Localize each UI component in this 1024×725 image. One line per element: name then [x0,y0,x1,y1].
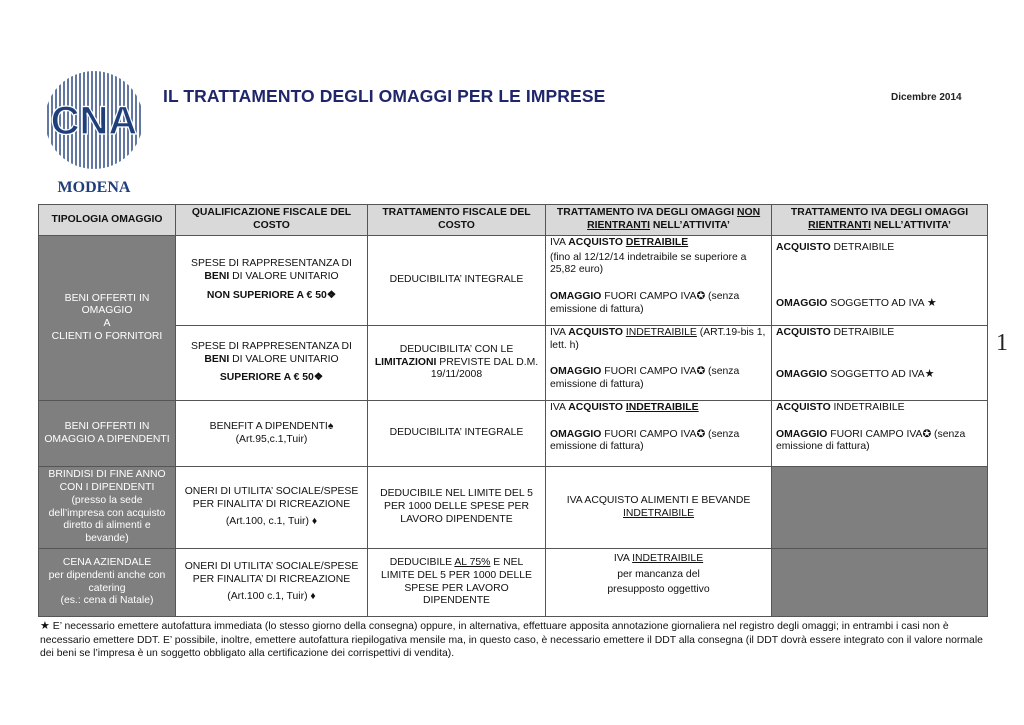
fiscal-treatment-cell: DEDUCIBILITA’ CON LE LIMITAZIONI PREVISTE DAL D.M. 19/11/2008 [368,326,546,401]
iva-rientranti-cell: ACQUISTO INDETRAIBILE OMAGGIO FUORI CAMPO IVA✪ (senza emissione di fattura) [772,401,988,467]
empty-cell [772,549,988,617]
spade-suit-icon: ♠ [327,420,334,432]
star-icon: ★ [924,367,935,380]
iva-non-rientranti-cell: IVA ACQUISTO DETRAIBILE (fino al 12/12/14 indetraibile se superiore a 25,82 euro) OMAGGIO FUORI CAMPO IVA✪ (senza emissione di fattura) [546,236,772,326]
column-header: TRATTAMENTO FISCALE DEL COSTO [368,205,546,236]
iva-non-rientranti-cell: IVA ACQUISTO ALIMENTI E BEVANDE INDETRAIBILE [546,467,772,549]
iva-non-rientranti-cell: IVA INDETRAIBILE per mancanza del presupposto oggettivo [546,549,772,617]
fiscal-treatment-cell: DEDUCIBILITA’ INTEGRALE [368,236,546,326]
qualification-cell: SPESE DI RAPPRESENTANZA DI BENI DI VALORE UNITARIO NON SUPERIORE A € 50❖ [176,236,368,326]
gift-treatment-table [38,204,988,617]
four-diamond-icon: ❖ [326,289,337,301]
table-row [39,326,988,401]
four-diamond-icon: ❖ [313,372,324,384]
category-cell: CENA AZIENDALE per dipendenti anche con catering (es.: cena di Natale) [39,549,176,617]
table-row [39,549,988,617]
column-header: TRATTAMENTO IVA DEGLI OMAGGI NON RIENTRANTI NELL’ATTIVITA’ [546,205,772,236]
column-header: QUALIFICAZIONE FISCALE DEL COSTO [176,205,368,236]
diamond-suit-icon: ♦ [311,515,318,527]
qualification-cell: BENEFIT A DIPENDENTI♠ (Art.95,c.1,Tuir) [176,401,368,467]
footnote: ★ E’ necessario emettere autofattura immediata (lo stesso giorno della consegna) oppure, in alternativa, effettuare apposita annotazione giornaliera nel registro degli omaggi; in entrambi i casi non è necessario emettere DDT. E’ possibile, inoltre, emettere autofattura riepilogativa mensile ma, in questo caso, è necessario emettere il DDT alla consegna (il DDT dovrà essere integrato con il valore normale dei beni se l’impresa è un soggetto obbligato alla certificazione dei corrispettivi di vendita). [40,620,983,660]
iva-rientranti-cell: ACQUISTO DETRAIBILE OMAGGIO SOGGETTO AD IVA★ [772,326,988,401]
fiscal-treatment-cell: DEDUCIBILE AL 75% E NEL LIMITE DEL 5 PER 1000 DELLE SPESE PER LAVORO DIPENDENTE [368,549,546,617]
qualification-cell: ONERI DI UTILITA’ SOCIALE/SPESE PER FINALITA’ DI RICREAZIONE (Art.100, c.1, Tuir) ♦ [176,467,368,549]
fiscal-treatment-cell: DEDUCIBILITA’ INTEGRALE [368,401,546,467]
page-number: 1 [996,330,1008,356]
iva-rientranti-cell: ACQUISTO DETRAIBILE OMAGGIO SOGGETTO AD IVA ★ [772,236,988,326]
category-cell: BRINDISI DI FINE ANNO CON I DIPENDENTI (presso la sede dell’impresa con acquisto diretto di alimenti e bevande) [39,467,176,549]
table-row [39,467,988,549]
star-icon: ★ [40,620,50,632]
fuori-campo-icon: ✪ [696,291,706,303]
column-header: TIPOLOGIA OMAGGIO [39,205,176,236]
iva-non-rientranti-cell: IVA ACQUISTO INDETRAIBILE (ART.19-bis 1, lett. h) OMAGGIO FUORI CAMPO IVA✪ (senza emissione di fattura) [546,326,772,401]
star-icon: ★ [926,296,937,309]
page-title: IL TRATTAMENTO DEGLI OMAGGI PER LE IMPRESE [163,86,606,106]
svg-text:MODENA: MODENA [57,179,131,196]
category-cell: BENI OFFERTI IN OMAGGIO A DIPENDENTI [39,401,176,467]
table-header-row [39,205,988,236]
document-date: Dicembre 2014 [891,92,962,103]
table-row [39,236,988,326]
diamond-suit-icon: ♦ [310,590,316,602]
cna-logo [40,68,148,196]
iva-non-rientranti-cell: IVA ACQUISTO INDETRAIBILE OMAGGIO FUORI CAMPO IVA✪ (senza emissione di fattura) [546,401,772,467]
svg-text:CNA: CNA [50,99,138,143]
fuori-campo-icon: ✪ [696,428,706,440]
fuori-campo-icon: ✪ [922,428,932,440]
category-cell: BENI OFFERTI IN OMAGGIO A CLIENTI O FORNITORI [39,236,176,401]
fiscal-treatment-cell: DEDUCIBILE NEL LIMITE DEL 5 PER 1000 DELLE SPESE PER LAVORO DIPENDENTE [368,467,546,549]
empty-cell [772,467,988,549]
fuori-campo-icon: ✪ [696,366,706,378]
table-row [39,401,988,467]
qualification-cell: SPESE DI RAPPRESENTANZA DI BENI DI VALORE UNITARIO SUPERIORE A € 50❖ [176,326,368,401]
qualification-cell: ONERI DI UTILITA’ SOCIALE/SPESE PER FINALITA’ DI RICREAZIONE (Art.100 c.1, Tuir) ♦ [176,549,368,617]
column-header: TRATTAMENTO IVA DEGLI OMAGGI RIENTRANTI NELL’ATTIVITA’ [772,205,988,236]
